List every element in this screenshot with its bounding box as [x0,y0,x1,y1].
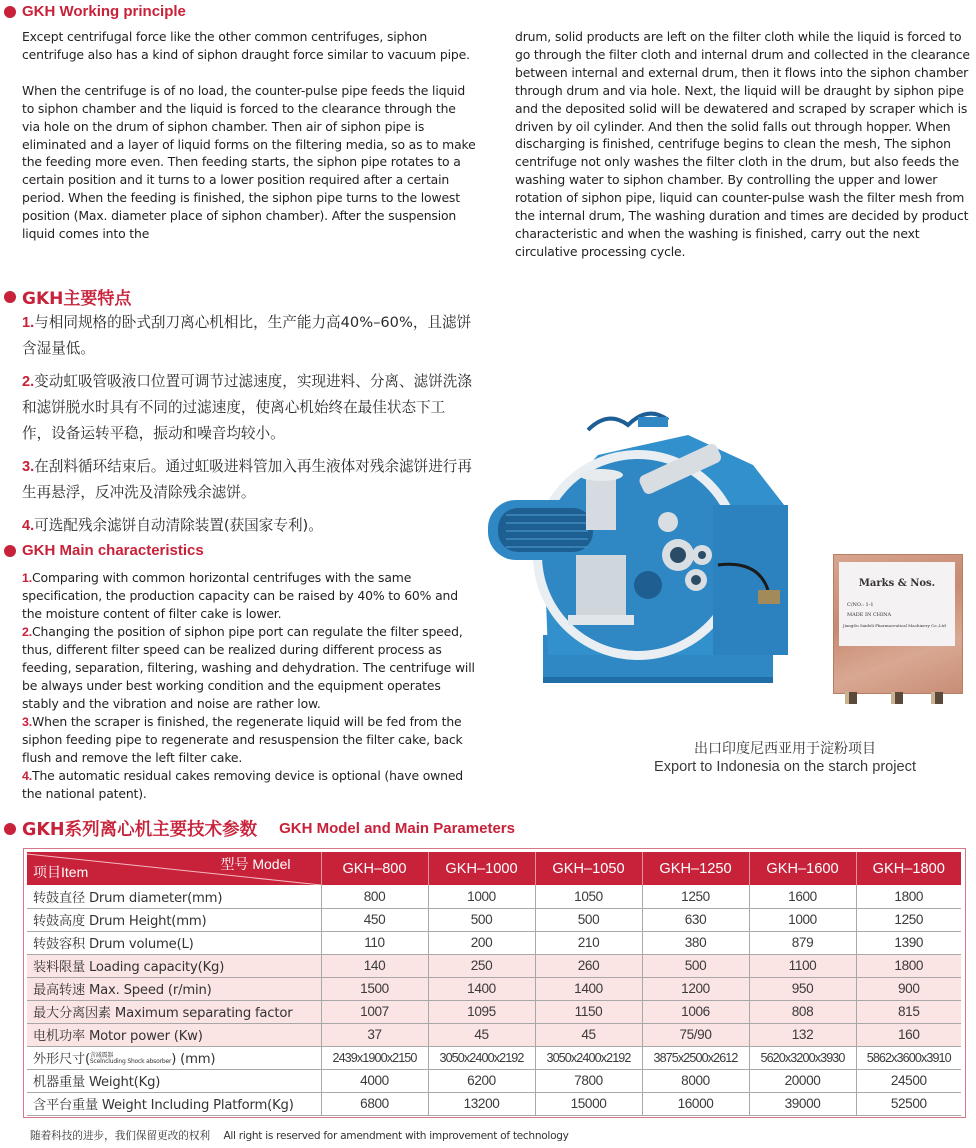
item-text: 与相同规格的卧式刮刀离心机相比，生产能力高40%–60%，且滤饼含湿量低。 [22,314,472,357]
corner-model-label: 型号 Model [220,856,291,872]
cell-value: 132 [749,1023,856,1046]
cell-value: 450 [321,908,428,931]
features-en-item [22,569,477,623]
item-text: Changing the position of siphon pipe port can regulate the filter speed, thus, different filter speed can be realized during different process as feeding, separation, filtering, washing and dehydration. The centrifuge will be always under best working condition and the equipment operates stably and the vibration and noise are rather low. [22,624,475,711]
model-header: GKH–1250 [642,852,749,885]
params-table [27,852,961,1116]
cell-value: 815 [856,1000,961,1023]
model-header: GKH–800 [321,852,428,885]
cell-value: 37 [321,1023,428,1046]
cell-value: 1390 [856,931,961,954]
working-principle-heading [4,3,186,20]
table-row [27,1092,961,1115]
features-cn-title: GKH主要特点 [22,289,132,309]
params-title-cn: GKH系列离心机主要技术参数 [22,820,258,840]
feed-chamber [576,555,626,620]
cell-value: 500 [428,908,535,931]
item-text: When the scraper is finished, the regenerate liquid will be fed from the siphon feeding pipe to regenerate and resuspension the filter cake, back flush and remove the left filter cake. [22,714,463,765]
cell-value: 24500 [856,1069,961,1092]
cell-value: 5620x3200x3930 [749,1046,856,1069]
centrifuge-photo [488,405,798,700]
cell-value: 1150 [535,1000,642,1023]
working-principle-right-column [515,28,970,261]
item-text: Comparing with common horizontal centrifuges with the same specification, the production capacity can be raised by 40% to 60% and the moisture content of filter cake is lower. [22,570,458,621]
working-principle-left-column [22,28,477,243]
item-number: 2. [22,625,33,639]
cell-value: 1050 [535,885,642,908]
row-label-main: 外形尺寸( [33,1052,90,1067]
cell-value: 1006 [642,1000,749,1023]
item-number: 3. [22,459,35,475]
cell-value: 6800 [321,1092,428,1115]
features-cn-item [22,310,474,362]
row-label-small [90,1053,171,1065]
crate-label-line: MADE IN CHINA [847,612,892,618]
paragraph-process-part1: When the centrifuge is of no load, the counter-pulse pipe feeds the liquid to siphon chamber and the liquid is forced to the clearance through the via hole on the drum of siphon chamber. Then air of siphon pipe is eliminated and a layer of liquid forms on the filtering media, so as to make the feeding more even. Then feeding starts, the siphon pipe rotates to a certain position and it turns to a lower position required after a certain period. When the feeding is finished, the siphon pipe turns to the lowest position (Max. diameter place of siphon chamber). After the suspension liquid comes into the [22,82,476,242]
cell-value: 900 [856,977,961,1000]
row-label: 含平台重量 Weight Including Platform(Kg) [27,1092,321,1115]
row-label-small-en: Scelncluding Shock absorber [89,1058,172,1065]
cell-value: 250 [428,954,535,977]
cell-value: 1400 [535,977,642,1000]
crate-label-title: Marks & Nos. [858,578,936,589]
cell-value: 16000 [642,1092,749,1115]
table-row [27,908,961,931]
cell-value: 800 [321,885,428,908]
cell-value: 110 [321,931,428,954]
crate-foot [931,692,943,704]
item-number: 4. [22,769,33,783]
row-label: 最高转速 Max. Speed (r/min) [27,977,321,1000]
cell-value: 260 [535,954,642,977]
row-label: 装料限量 Loading capacity(Kg) [27,954,321,977]
cell-value: 6200 [428,1069,535,1092]
cell-value: 45 [428,1023,535,1046]
paragraph-process-part2: drum, solid products are left on the filter cloth while the liquid is forced to go through the filter cloth and internal drum and collected in the clearance between internal and external drum, then it flows into the siphon chamber through drum and via hole. Next, the liquid will be draught by siphon pipe and the deposited solid will be dewatered and scraped by scraper which is driven by oil cylinder. And then the solid falls out through hopper. When discharging is finished, centrifuge begins to clean the mesh, The siphon centrifuge not only washes the filter cloth in the drum, but also feeds the washing water to siphon chamber. By controlling the upper and lower rotation of siphon pipe, liquid can counter-pulse wash the filter mesh from the internal drum, The washing duration and times are decided by product characteristic and when the washing is finished, carry out the next circulative processing cycle. [515,29,970,259]
row-label-suffix: ) (mm) [171,1052,216,1067]
cell-value: 1200 [642,977,749,1000]
cell-value: 950 [749,977,856,1000]
features-en-item [22,767,477,803]
caption-cn: 出口印度尼西亚用于淀粉项目 [694,741,876,757]
table-row [27,1023,961,1046]
cell-value: 380 [642,931,749,954]
cell-value: 39000 [749,1092,856,1115]
table-row [27,954,961,977]
row-label: 转鼓容积 Drum volume(L) [27,931,321,954]
item-number: 2. [22,374,35,390]
item-text: 可选配残余滤饼自动清除装置(获国家专利)。 [34,517,323,534]
row-label-small-cn: 含减震器 [89,1052,114,1059]
features-cn-item [22,369,474,447]
cell-value: 500 [535,908,642,931]
cell-value: 879 [749,931,856,954]
footer-en: All right is reserved for amendment with improvement of technology [223,1130,569,1142]
features-en-heading [4,542,204,559]
bullet-icon [4,823,16,835]
cell-value: 1007 [321,1000,428,1023]
table-row [27,1046,961,1069]
item-number: 1. [22,571,33,585]
row-label [27,1046,321,1069]
footer-cn: 随着科技的进步，我们保留更改的权利 [30,1130,211,1142]
item-number: 3. [22,715,33,729]
table-row [27,931,961,954]
cell-value: 200 [428,931,535,954]
crate-label [839,562,955,646]
cell-value: 210 [535,931,642,954]
item-text: The automatic residual cakes removing device is optional (have owned the national patent). [22,768,464,801]
cell-value: 630 [642,908,749,931]
row-label: 电机功率 Motor power (Kw) [27,1023,321,1046]
features-cn-heading [4,284,131,309]
cell-value: 3875x2500x2612 [642,1046,749,1069]
features-cn-item [22,454,474,506]
bullet-icon [4,291,16,303]
bullet-icon [4,6,16,18]
params-title-en: GKH Model and Main Parameters [279,820,515,837]
features-en-list [22,569,477,803]
table-header-row [27,852,961,885]
cell-value: 5862x3600x3910 [856,1046,961,1069]
row-label: 机器重量 Weight(Kg) [27,1069,321,1092]
model-header: GKH–1050 [535,852,642,885]
features-en-title: GKH Main characteristics [22,542,204,559]
params-heading [4,816,515,841]
table-row [27,885,961,908]
crate-foot [891,692,903,704]
cell-value: 160 [856,1023,961,1046]
item-number: 1. [22,315,35,331]
table-row [27,977,961,1000]
crate-label-line: JiangSu Saideli Pharmaceutical Machinery Co.,Ltd [843,623,946,628]
item-text: 在刮料循环结束后。通过虹吸进料管加入再生液体对残余滤饼进行再生再悬浮，反冲洗及清除残余滤饼。 [22,458,472,501]
cell-value: 1095 [428,1000,535,1023]
corner-item-label: 项目Item [33,864,89,880]
cell-value: 45 [535,1023,642,1046]
cell-value: 4000 [321,1069,428,1092]
cell-value: 1000 [749,908,856,931]
shipping-crate [833,554,963,704]
row-label: 转鼓直径 Drum diameter(mm) [27,885,321,908]
cell-value: 8000 [642,1069,749,1092]
row-label: 最大分离因素 Maximum separating factor [27,1000,321,1023]
cell-value: 3050x2400x2192 [535,1046,642,1069]
cell-value: 1100 [749,954,856,977]
features-en-item [22,713,477,767]
cell-value: 13200 [428,1092,535,1115]
cell-value: 15000 [535,1092,642,1115]
cell-value: 1800 [856,885,961,908]
cell-value: 52500 [856,1092,961,1115]
table-row [27,1000,961,1023]
cell-value: 1250 [856,908,961,931]
cell-value: 3050x2400x2192 [428,1046,535,1069]
crate-foot [845,692,857,704]
cell-value: 1250 [642,885,749,908]
features-en-item [22,623,477,713]
table-row [27,1069,961,1092]
cell-value: 808 [749,1000,856,1023]
cell-value: 500 [642,954,749,977]
header-corner-cell [27,852,321,885]
paragraph-intro: Except centrifugal force like the other common centrifuges, siphon centrifuge also has a kind of siphon draught force similar to vacuum pipe. [22,29,470,62]
item-text: 变动虹吸管吸液口位置可调节过滤速度，实现进料、分离、滤饼洗涤和滤饼脱水时具有不同的过滤速度，使离心机始终在最佳状态下工作，设备运转平稳，振动和噪音均较小。 [22,373,472,442]
cell-value: 140 [321,954,428,977]
cell-value: 7800 [535,1069,642,1092]
params-table-frame [23,848,966,1118]
cell-value: 1500 [321,977,428,1000]
features-cn-item [22,513,474,539]
photo-caption [620,740,950,776]
model-header: GKH–1800 [856,852,961,885]
cell-value: 1000 [428,885,535,908]
cell-value: 20000 [749,1069,856,1092]
cell-value: 1400 [428,977,535,1000]
cell-value: 75/90 [642,1023,749,1046]
caption-en: Export to Indonesia on the starch project [653,759,917,775]
row-label: 转鼓高度 Drum Height(mm) [27,908,321,931]
crate-label-line: C/NO.: 1-1 [847,602,874,608]
cell-value: 1800 [856,954,961,977]
item-number: 4. [22,518,35,534]
working-principle-title: GKH Working principle [22,3,186,20]
model-header: GKH–1000 [428,852,535,885]
cell-value: 1600 [749,885,856,908]
footer-note [30,1128,569,1143]
bullet-icon [4,545,16,557]
features-cn-list [22,310,474,546]
model-header: GKH–1600 [749,852,856,885]
cell-value: 2439x1900x2150 [321,1046,428,1069]
